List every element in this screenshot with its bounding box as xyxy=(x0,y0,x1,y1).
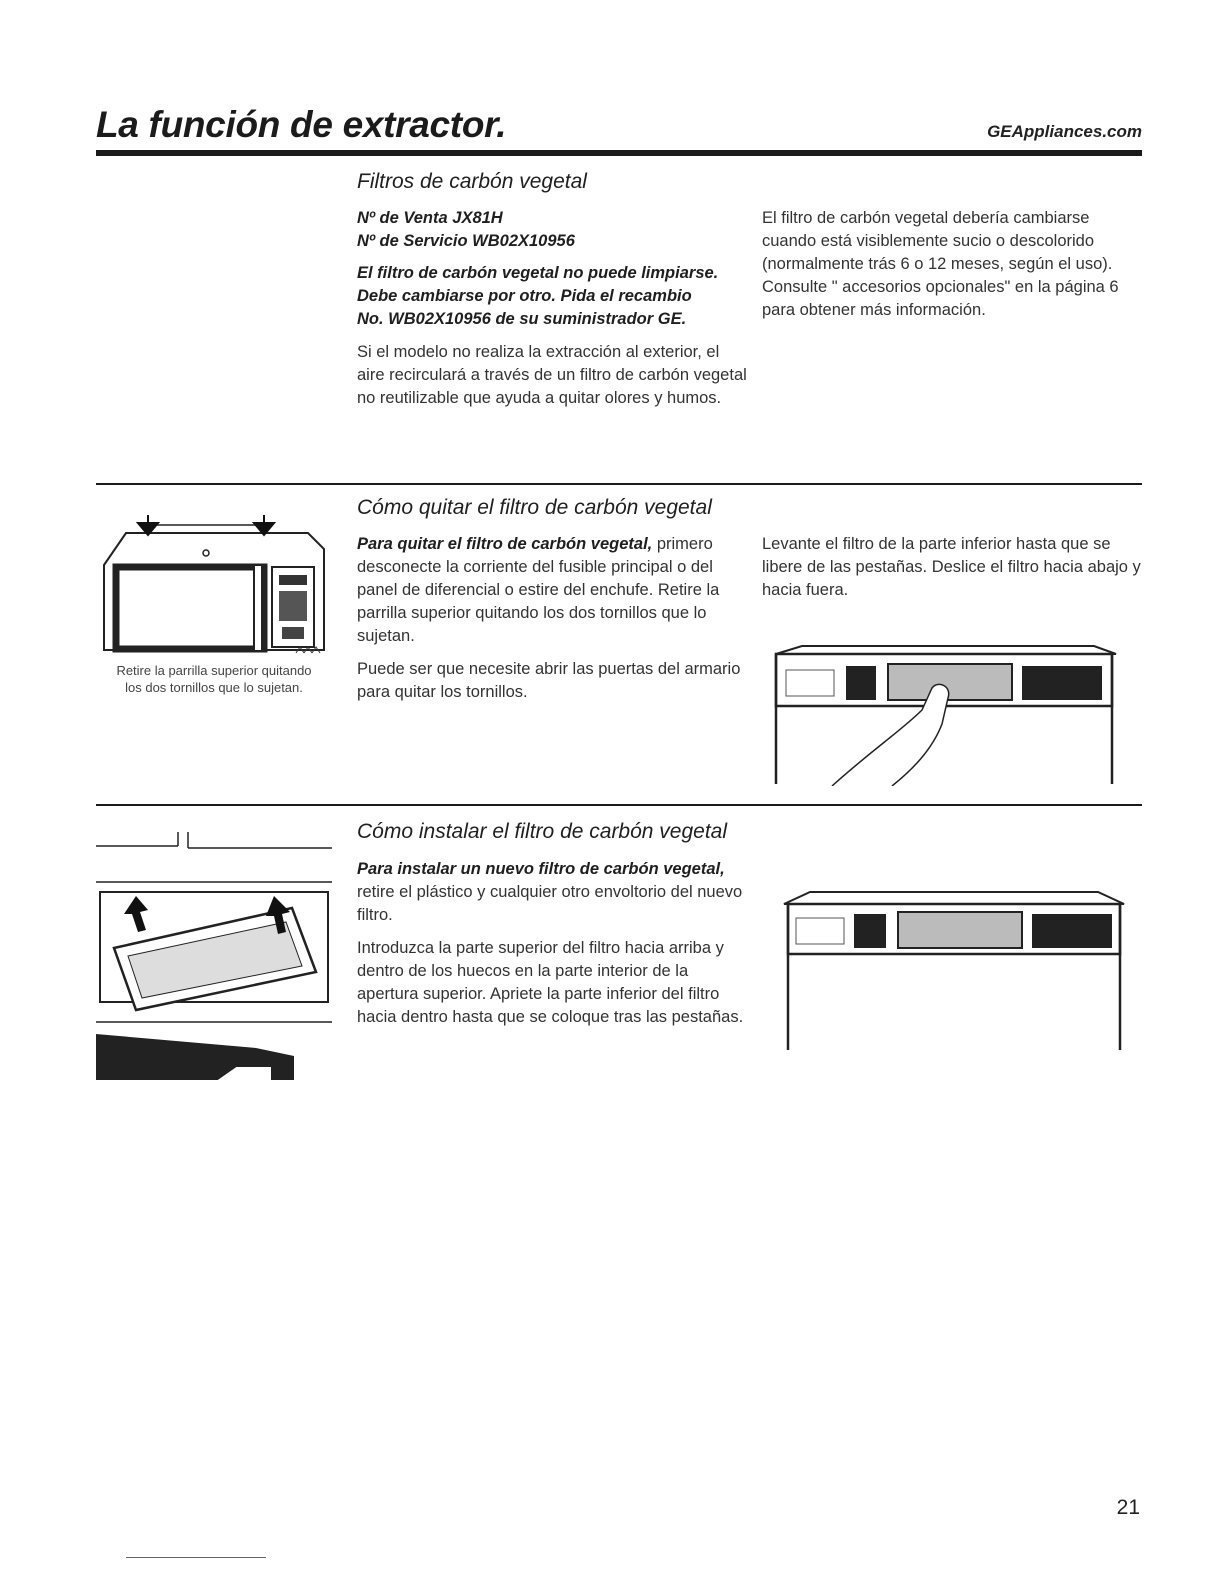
section3-left-column xyxy=(357,858,747,1029)
microwave-caption xyxy=(86,662,342,696)
filter-removal-illustration xyxy=(772,640,1124,786)
warning-line: No. WB02X10956 de su suministrador GE. xyxy=(357,310,687,328)
recirculation-paragraph: Si el modelo no realiza la extracción al exterior, el aire recirculará a través de un filtro de carbón vegetal no reutilizable que ayuda a quitar olores y humos. xyxy=(357,343,747,407)
section2-left-column xyxy=(357,533,747,704)
footer-line xyxy=(126,1557,266,1558)
microwave-drawing xyxy=(96,505,332,655)
section-heading-quitar: Cómo quitar el filtro de carbón vegetal xyxy=(357,496,712,519)
section-heading-filtros: Filtros de carbón vegetal xyxy=(357,170,587,193)
microwave-illustration xyxy=(96,505,332,655)
remove-lead: Para quitar el filtro de carbón vegetal, xyxy=(357,535,653,553)
service-number: Nº de Servicio WB02X10956 xyxy=(357,232,575,250)
warning-line: El filtro de carbón vegetal no puede limpiarse. xyxy=(357,264,719,282)
filter-installed-drawing xyxy=(780,888,1130,1052)
replacement-paragraph: El filtro de carbón vegetal debería cambiarse cuando está visiblemente sucio o descolorido (normalmente trás 6 o 12 meses, según el uso). Consulte " accesorios opcionales" en la página 6 para obtener más información. xyxy=(762,209,1119,319)
section1-left-column xyxy=(357,207,747,410)
page-title: La función de extractor. xyxy=(96,104,507,145)
section-divider xyxy=(96,483,1142,485)
title-divider xyxy=(96,150,1142,156)
page-number: 21 xyxy=(1116,1496,1140,1519)
caption-line: los dos tornillos que lo sujetan. xyxy=(125,680,303,695)
section1-right-column xyxy=(762,207,1144,322)
site-url[interactable]: GEAppliances.com xyxy=(987,122,1142,141)
install-intro xyxy=(357,858,747,927)
filter-install-drawing xyxy=(96,822,336,1080)
sale-number: Nº de Venta JX81H xyxy=(357,209,503,227)
install-text: retire el plástico y cualquier otro envoltorio del nuevo filtro. xyxy=(357,883,743,924)
section-heading-instalar: Cómo instalar el filtro de carbón vegetal xyxy=(357,820,728,843)
remove-text: primero desconecte la corriente del fusible principal o del panel de diferencial o estire del enchufe. Retire la parrilla superior quitando los dos tornillos que lo sujetan. xyxy=(357,535,720,645)
filter-install-illustration xyxy=(96,822,336,1080)
filter-removal-drawing xyxy=(772,640,1124,786)
warning-line: Debe cambiarse por otro. Pida el recambio xyxy=(357,287,692,305)
caption-line: Retire la parrilla superior quitando xyxy=(116,663,312,678)
remove-instructions xyxy=(357,533,747,648)
section-divider xyxy=(96,804,1142,806)
cabinet-note: Puede ser que necesite abrir las puertas del armario para quitar los tornillos. xyxy=(357,660,741,701)
install-steps: Introduzca la parte superior del filtro hacia arriba y dentro de los huecos en la parte interior de la apertura superior. Apriete la parte inferior del filtro hacia dentro hasta que se coloque tras las pestañas. xyxy=(357,939,744,1026)
filter-installed-illustration xyxy=(780,888,1130,1052)
section2-right-column xyxy=(762,533,1144,602)
lift-filter-paragraph: Levante el filtro de la parte inferior hasta que se libere de las pestañas. Deslice el filtro hacia abajo y hacia fuera. xyxy=(762,535,1141,599)
install-lead: Para instalar un nuevo filtro de carbón vegetal, xyxy=(357,860,725,878)
